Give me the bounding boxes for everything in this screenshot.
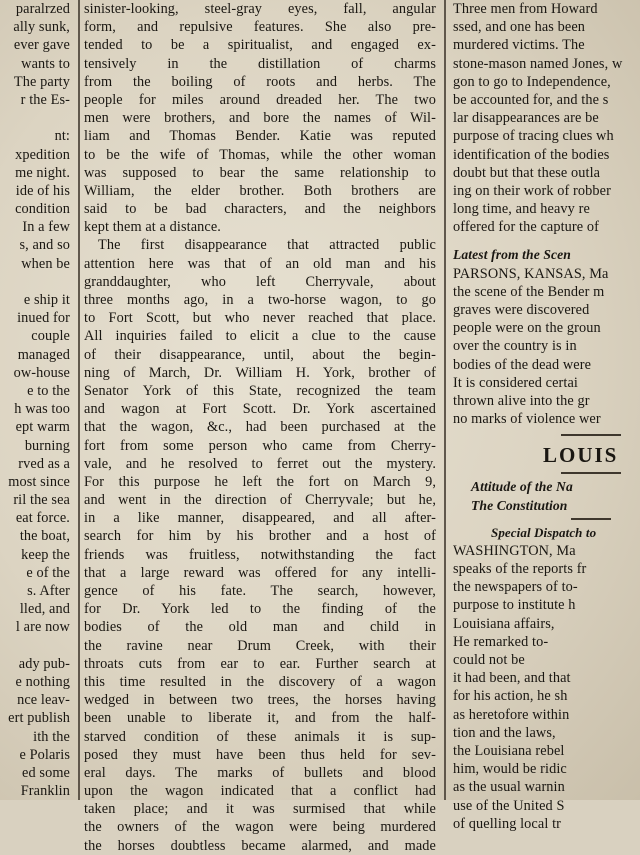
text-line: s, and so bbox=[19, 237, 70, 254]
text-line: friends was fruitless, notwithstanding the fact bbox=[84, 546, 436, 563]
section-divider bbox=[561, 434, 621, 436]
text-line: e to the bbox=[27, 382, 70, 399]
text-line: He remarked to- bbox=[453, 633, 549, 650]
text-line: granddaughter, who left Cherryvale, about bbox=[84, 273, 436, 290]
text-line: It is considered certai bbox=[453, 374, 578, 391]
text-line: over the country is in bbox=[453, 338, 577, 355]
text-line: attention here was that of an old man and his bbox=[84, 255, 436, 272]
text-line: identification of the bodies bbox=[453, 146, 610, 163]
text-line: could not be bbox=[453, 652, 525, 668]
text-line: keep the bbox=[21, 546, 70, 563]
text-line: the horses doubtless became alarmed, and made bbox=[84, 837, 436, 854]
text-line: ning of March, Dr. William H. York, brother of bbox=[84, 364, 436, 381]
text-line: tensively in the distillation of charms bbox=[84, 55, 436, 72]
text-line: that a large reward was offered for any intelli- bbox=[84, 564, 436, 581]
text-line: when be bbox=[21, 255, 70, 272]
text-line: couple bbox=[31, 328, 70, 345]
text-line: him, would be ridic bbox=[453, 761, 567, 778]
text-line: murdered victims. The bbox=[453, 37, 585, 54]
text-line: r the Es- bbox=[20, 91, 70, 108]
text-line: throats cuts from ear to ear. Further search at bbox=[84, 655, 436, 672]
text-line: In a few bbox=[22, 219, 70, 236]
text-line: men were brothers, and bore the names of Wil- bbox=[84, 110, 436, 127]
text-line: WASHINGTON, Ma bbox=[453, 542, 576, 559]
text-line: The party bbox=[13, 73, 70, 90]
text-line: purpose to institute h bbox=[453, 597, 576, 614]
text-line: Franklin bbox=[20, 783, 70, 800]
text-line: and went in the direction of Cherryvale; but he, bbox=[84, 492, 436, 509]
text-line: the scene of the Bender m bbox=[453, 283, 605, 300]
text-line: The first disappearance that attracted public bbox=[98, 237, 436, 254]
headline-attitude: Attitude of the Na bbox=[471, 479, 573, 495]
text-line: xpedition bbox=[15, 146, 70, 163]
text-line: graves were discovered bbox=[453, 302, 590, 318]
text-line: starved condition of these animals it is sup- bbox=[84, 728, 436, 745]
text-line: wants to bbox=[21, 55, 70, 72]
text-line: in a like manner, disappeared, and all after- bbox=[84, 510, 436, 527]
text-line: h was too bbox=[14, 401, 70, 418]
text-line: upon the wagon indicated that a conflict had bbox=[84, 783, 436, 800]
text-line: purpose of tracing clues wh bbox=[453, 128, 614, 145]
text-line: as heretofore within bbox=[453, 706, 570, 723]
text-line: the ravine near Drum Creek, with their bbox=[84, 637, 436, 654]
left-column bbox=[0, 0, 72, 800]
text-line: eral days. The marks of bullets and blood bbox=[84, 764, 436, 781]
dispatch-line: Special Dispatch to bbox=[491, 524, 597, 540]
text-line: William, the elder brother. Both brothers are bbox=[84, 182, 436, 199]
text-line: ril the sea bbox=[13, 492, 70, 509]
text-line: For this purpose he left the fort on March 9, bbox=[84, 473, 436, 490]
text-line: and wagon at Fort Scott. Dr. York ascertained bbox=[84, 401, 436, 418]
section-divider-2 bbox=[561, 472, 621, 474]
text-line: use of the United S bbox=[453, 797, 565, 814]
text-line: lar disappearances are be bbox=[453, 110, 599, 127]
text-line: ert publish bbox=[8, 710, 70, 727]
middle-column bbox=[84, 0, 436, 855]
text-line: lled, and bbox=[19, 601, 70, 618]
text-line: l are now bbox=[15, 619, 70, 636]
text-line: ith the bbox=[33, 728, 70, 745]
text-line: the owners of the wagon were being murdered bbox=[84, 819, 436, 836]
headline-constitution: The Constitution bbox=[471, 497, 568, 513]
text-line bbox=[0, 273, 72, 291]
text-line: most since bbox=[8, 473, 70, 490]
text-line: long time, and heavy re bbox=[453, 201, 590, 218]
text-line: thrown alive into the gr bbox=[453, 392, 590, 409]
text-line: Three men from Howard bbox=[453, 1, 598, 17]
text-line: it had been, and that bbox=[453, 670, 571, 687]
column-rule-left bbox=[78, 0, 80, 800]
text-line: e of the bbox=[26, 564, 70, 581]
text-line: be accounted for, and the s bbox=[453, 91, 609, 108]
text-line: kept them at a distance. bbox=[84, 219, 221, 236]
text-line: that the wagon, &c., had been purchased at the bbox=[84, 419, 436, 436]
text-line: for Dr. York led to the finding of the bbox=[84, 601, 436, 618]
text-line: paralrzed bbox=[15, 1, 70, 17]
text-line: offered for the capture of bbox=[453, 219, 600, 236]
text-line: e nothing bbox=[15, 673, 70, 690]
text-line: condition bbox=[15, 201, 70, 218]
right-column bbox=[451, 0, 640, 833]
text-line: stone-mason named Jones, w bbox=[453, 55, 623, 72]
text-line: to be the wife of Thomas, while the other woman bbox=[84, 146, 436, 163]
text-line: as the usual warnin bbox=[453, 779, 565, 796]
text-line: said to be bad characters, and the neighbors bbox=[84, 201, 436, 218]
text-line: liam and Thomas Bender. Katie was reputed bbox=[84, 128, 436, 145]
text-line: ever gave bbox=[13, 37, 70, 54]
text-line: bodies of the old man and child in bbox=[84, 619, 436, 636]
text-line: ed some bbox=[22, 764, 70, 781]
headline-louisiana: LOUIS bbox=[543, 443, 619, 468]
text-line: ady pub- bbox=[18, 655, 70, 672]
text-line: of quelling local tr bbox=[453, 815, 562, 832]
text-line: no marks of violence wer bbox=[453, 411, 601, 428]
text-line: of their disappearance, until, about the begin- bbox=[84, 346, 436, 363]
text-line: eat force. bbox=[15, 510, 70, 527]
text-line: three months ago, in a two-horse wagon, to go bbox=[84, 292, 436, 308]
text-line: nt: bbox=[54, 128, 70, 145]
text-line: fort from some person who came from Cherry- bbox=[84, 437, 436, 454]
text-line: doubt but that these outla bbox=[453, 164, 601, 181]
text-line: ally sunk, bbox=[13, 19, 70, 36]
text-line: ing on their work of robber bbox=[453, 182, 611, 199]
text-line: was supposed to bear the same relationship to bbox=[84, 164, 436, 181]
text-line: the newspapers of to- bbox=[453, 579, 578, 596]
text-line: for his action, he sh bbox=[453, 688, 568, 705]
text-line: ssed, and one has been bbox=[453, 19, 586, 36]
text-line: ept warm bbox=[15, 419, 70, 436]
text-line: me night. bbox=[15, 164, 70, 181]
text-line: people for miles around dreaded her. The two bbox=[84, 91, 436, 108]
section-divider-3 bbox=[571, 518, 611, 520]
text-line: PARSONS, KANSAS, Ma bbox=[453, 265, 609, 282]
text-line bbox=[0, 109, 72, 127]
text-line: inued for bbox=[17, 310, 70, 327]
text-line: ow-house bbox=[13, 364, 70, 381]
text-line: tion and the laws, bbox=[453, 724, 556, 741]
text-line: managed bbox=[17, 346, 70, 363]
text-line: burning bbox=[24, 437, 70, 454]
text-line: the boat, bbox=[19, 528, 70, 545]
text-line: posed they must have been thus held for sev- bbox=[84, 746, 436, 763]
text-line: ide of his bbox=[15, 182, 70, 199]
text-line bbox=[0, 637, 72, 655]
text-line: speaks of the reports fr bbox=[453, 561, 587, 578]
text-line: Senator York of this State, recognized the team bbox=[84, 382, 436, 399]
text-line: been unable to liberate it, and from the half- bbox=[84, 710, 436, 727]
text-line: e Polaris bbox=[19, 746, 70, 763]
text-line: nce leav- bbox=[17, 692, 70, 709]
column-rule-right bbox=[444, 0, 446, 800]
text-line: to Fort Scott, but who never reached that place. bbox=[84, 310, 436, 327]
text-line: vale, and he resolved to ferret out the mystery. bbox=[84, 455, 436, 472]
text-line: sinister-looking, steel-gray eyes, fall, angular bbox=[84, 1, 436, 17]
text-line: the Louisiana rebel bbox=[453, 742, 565, 759]
text-line: people were on the groun bbox=[453, 320, 601, 337]
text-line: search for him by his brother and a host of bbox=[84, 528, 436, 545]
text-line: from the boiling of roots and herbs. The bbox=[84, 73, 436, 90]
text-line: Louisiana affairs, bbox=[453, 615, 555, 632]
text-line: tended to be a spiritualist, and engaged ex- bbox=[84, 37, 436, 54]
text-line: gon to go to Independence, bbox=[453, 73, 611, 90]
text-line: s. After bbox=[27, 583, 70, 599]
text-line: taken place; and it was surmised that while bbox=[84, 801, 436, 818]
text-line: gence of his fate. The search, however, bbox=[84, 583, 436, 599]
headline-latest: Latest from the Scen bbox=[453, 247, 571, 263]
text-line: bodies of the dead were bbox=[453, 356, 592, 373]
text-line: All inquiries failed to elicit a clue to the cause bbox=[84, 328, 436, 345]
text-line: this time resulted in the discovery of a wagon bbox=[84, 673, 436, 690]
text-line: wedged in between two trees, the horses having bbox=[84, 692, 436, 709]
text-line: form, and repulsive features. She also pre- bbox=[84, 19, 436, 36]
text-line: e ship it bbox=[23, 292, 70, 308]
text-line: rved as a bbox=[18, 455, 70, 472]
